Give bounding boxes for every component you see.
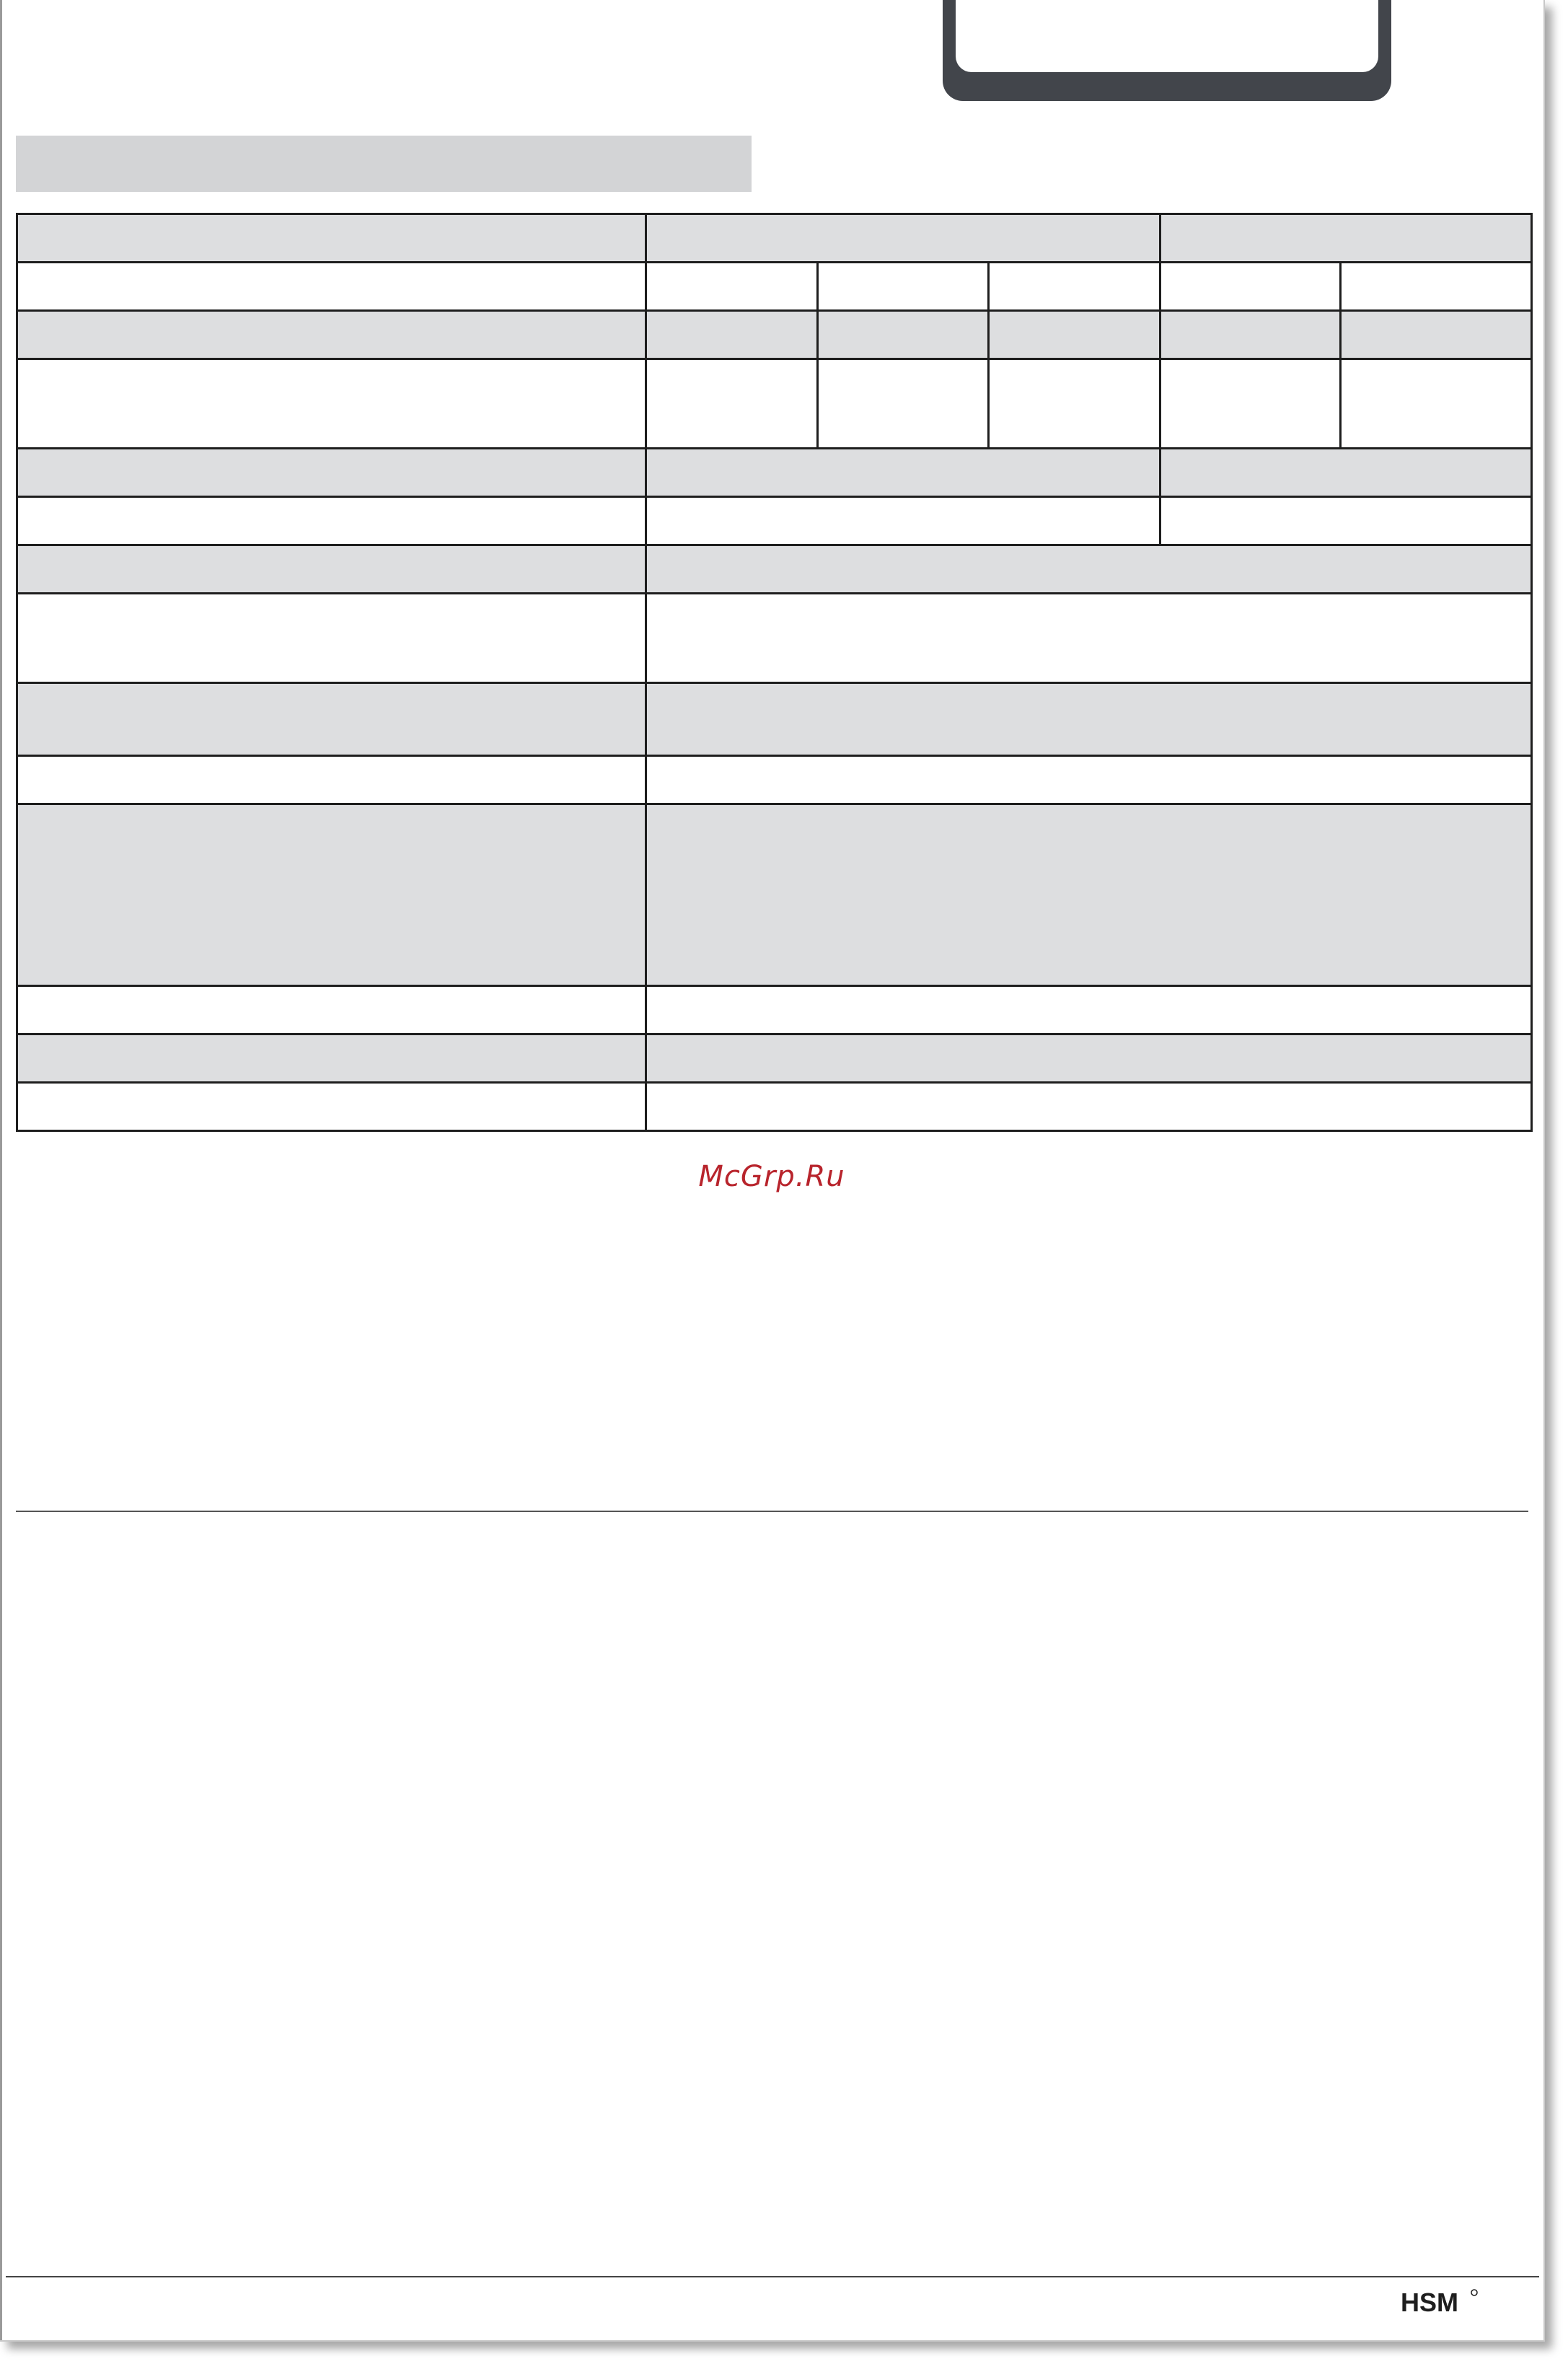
table-cell (17, 594, 646, 683)
table-cell (818, 311, 989, 359)
table-cell (17, 545, 646, 594)
table-row (17, 214, 1532, 263)
table-cell (17, 756, 646, 804)
table-cell (989, 359, 1160, 449)
table-row (17, 683, 1532, 756)
table-cell (17, 214, 646, 263)
table-cell (646, 214, 1160, 263)
table-row (17, 756, 1532, 804)
section-title-bar (16, 136, 752, 192)
table-cell (17, 263, 646, 311)
table-cell (1160, 311, 1341, 359)
table-cell (17, 449, 646, 497)
table-cell (17, 311, 646, 359)
watermark-text: McGrp.Ru (698, 1160, 845, 1193)
table-cell (646, 1083, 1532, 1131)
table-cell (17, 683, 646, 756)
hsm-logo-text: HSM (1401, 2288, 1458, 2316)
table-cell (646, 1034, 1532, 1083)
hsm-logo (1401, 2287, 1487, 2316)
table-row (17, 497, 1532, 545)
table-cell (1160, 497, 1532, 545)
table-cell (17, 804, 646, 986)
table-cell (17, 986, 646, 1034)
table-cell (17, 1034, 646, 1083)
table-row (17, 1083, 1532, 1131)
table-cell (1341, 263, 1532, 311)
table-row (17, 359, 1532, 449)
divider-line (16, 1511, 1528, 1512)
table-cell (646, 449, 1160, 497)
table-row (17, 804, 1532, 986)
table-cell (646, 986, 1532, 1034)
table-cell (1160, 263, 1341, 311)
table-cell (818, 263, 989, 311)
table-row (17, 449, 1532, 497)
table-cell (646, 756, 1532, 804)
table-cell (818, 359, 989, 449)
table-cell (646, 545, 1532, 594)
table-cell (1160, 449, 1532, 497)
table-row (17, 311, 1532, 359)
table-row (17, 545, 1532, 594)
table-cell (646, 497, 1160, 545)
table-row (17, 263, 1532, 311)
table-cell (646, 263, 818, 311)
spec-table (16, 213, 1533, 1132)
table-cell (646, 683, 1532, 756)
table-cell (17, 1083, 646, 1131)
table-cell (1341, 311, 1532, 359)
table-cell (17, 359, 646, 449)
table-cell (17, 497, 646, 545)
table-cell (989, 311, 1160, 359)
table-cell (646, 804, 1532, 986)
table-cell (1160, 214, 1532, 263)
table-cell (989, 263, 1160, 311)
footer-divider (6, 2276, 1539, 2277)
table-row (17, 594, 1532, 683)
table-cell (1160, 359, 1341, 449)
table-cell (646, 311, 818, 359)
header-tab-cutout (956, 0, 1378, 72)
table-cell (1341, 359, 1532, 449)
table-cell (646, 594, 1532, 683)
table-row (17, 986, 1532, 1034)
table-cell (646, 359, 818, 449)
registered-mark-icon (1471, 2290, 1477, 2295)
table-row (17, 1034, 1532, 1083)
